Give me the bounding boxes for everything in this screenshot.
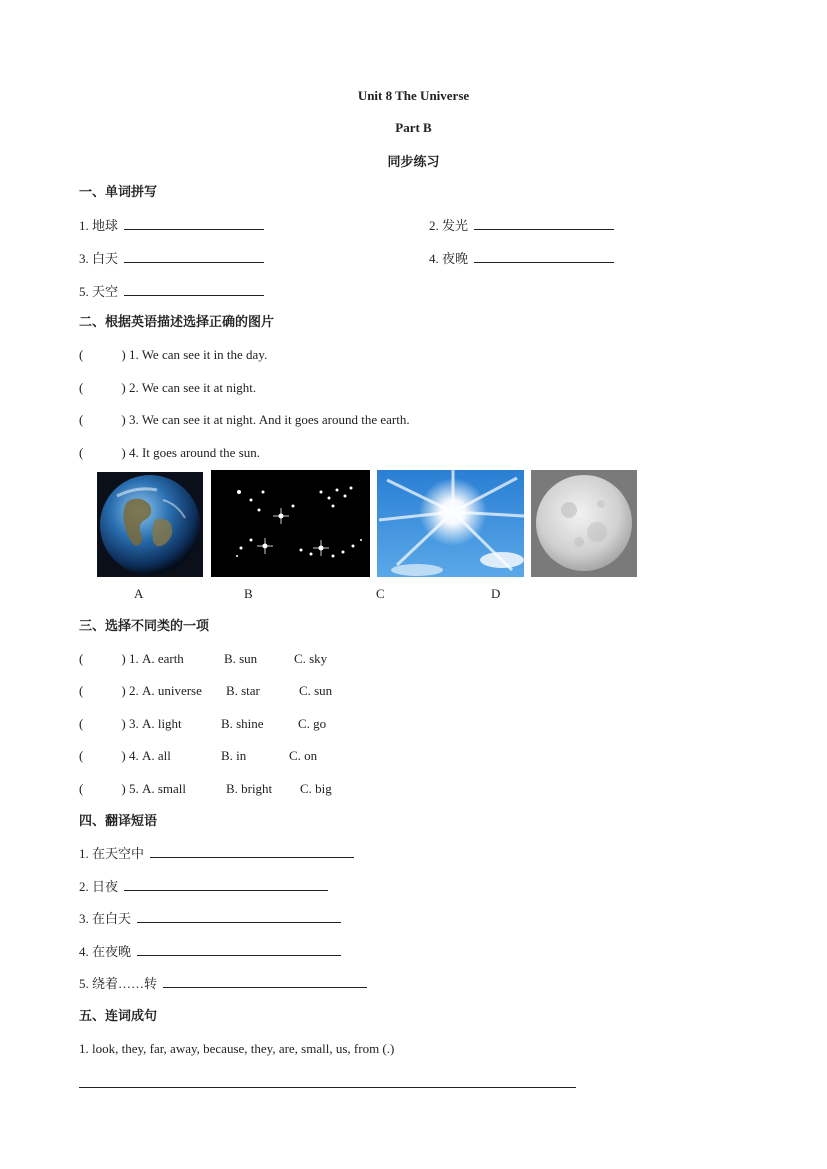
spelling-label: 4. 夜晚	[429, 251, 469, 266]
page-title: Unit 8 The Universe	[357, 88, 470, 103]
option-a: A. light	[141, 716, 182, 731]
item-number: 5.	[128, 781, 139, 796]
picture-letter-d: D	[491, 586, 501, 601]
earth-image	[97, 472, 203, 577]
paren-open: (	[79, 347, 84, 362]
paren-open: (	[79, 716, 84, 731]
page-part: Part B	[395, 120, 432, 135]
item-number: 1.	[128, 651, 139, 666]
translate-item-1	[79, 845, 354, 863]
odd-one-out-item-5	[79, 780, 332, 798]
paren-close: )	[121, 412, 126, 427]
paren-open: (	[79, 651, 84, 666]
translate-item-3	[79, 910, 341, 928]
paren-open: (	[79, 380, 84, 395]
option-a: A. earth	[141, 651, 184, 666]
picture-question-3	[79, 411, 410, 429]
question-text: 1. We can see it in the day.	[128, 347, 268, 362]
picture-question-2	[79, 379, 256, 397]
option-b: B. in	[220, 748, 247, 763]
answer-blank[interactable]	[474, 250, 614, 263]
question-text: 2. We can see it at night.	[128, 380, 257, 395]
spelling-item-1	[79, 217, 264, 235]
option-b: B. shine	[220, 716, 264, 731]
paren-close: )	[121, 380, 126, 395]
odd-one-out-item-1	[79, 650, 327, 668]
picture-letter-a: A	[134, 586, 144, 601]
paren-open: (	[79, 445, 84, 460]
sun-image	[377, 470, 524, 577]
answer-blank[interactable]	[137, 910, 341, 923]
option-b: B. bright	[225, 781, 273, 796]
answer-blank[interactable]	[124, 250, 264, 263]
option-b: B. sun	[223, 651, 258, 666]
phrase-text: 4. 在夜晚	[79, 944, 132, 959]
odd-one-out-item-3	[79, 715, 326, 733]
moon-image	[531, 470, 637, 577]
odd-one-out-item-4	[79, 747, 317, 765]
paren-close: )	[121, 445, 126, 460]
odd-one-out-item-2	[79, 682, 332, 700]
option-c: C. on	[288, 748, 318, 763]
paren-close: )	[121, 748, 126, 763]
option-c: C. go	[297, 716, 327, 731]
section5-heading: 五、连词成句	[79, 1009, 158, 1024]
translate-item-5	[79, 975, 367, 993]
paren-close: )	[121, 781, 126, 796]
item-number: 4.	[128, 748, 139, 763]
spelling-item-5	[79, 283, 264, 301]
item-number: 3.	[128, 716, 139, 731]
paren-open: (	[79, 412, 84, 427]
paren-open: (	[79, 683, 84, 698]
spelling-label: 5. 天空	[79, 284, 119, 299]
translate-item-2	[79, 878, 328, 896]
phrase-text: 2. 日夜	[79, 879, 119, 894]
option-c: C. sky	[293, 651, 328, 666]
paren-close: )	[121, 683, 126, 698]
section2-heading: 二、根据英语描述选择正确的图片	[79, 315, 275, 330]
question-text: 3. We can see it at night. And it goes around the earth.	[128, 412, 410, 427]
phrase-text: 5. 绕着……转	[79, 976, 158, 991]
stars-image	[211, 470, 370, 577]
spelling-item-3	[79, 250, 264, 268]
answer-blank[interactable]	[163, 975, 367, 988]
picture-letter-b: B	[244, 586, 253, 601]
page-subtitle: 同步练习	[387, 155, 440, 170]
section3-heading: 三、选择不同类的一项	[79, 619, 210, 634]
option-a: A. universe	[141, 683, 202, 698]
option-b: B. star	[225, 683, 260, 698]
question-text: 4. It goes around the sun.	[128, 445, 260, 460]
section1-heading: 一、单词拼写	[79, 185, 158, 200]
picture-letter-c: C	[376, 586, 385, 601]
answer-blank[interactable]	[124, 283, 264, 296]
phrase-text: 1. 在天空中	[79, 846, 145, 861]
picture-question-4	[79, 444, 260, 462]
paren-close: )	[121, 347, 126, 362]
paren-open: (	[79, 781, 84, 796]
paren-close: )	[121, 716, 126, 731]
answer-blank[interactable]	[124, 878, 328, 891]
spelling-label: 1. 地球	[79, 218, 119, 233]
sentence-item-1: 1. look, they, far, away, because, they, are, small, us, from (.)	[79, 1041, 395, 1056]
option-c: C. big	[299, 781, 332, 796]
answer-blank[interactable]	[474, 217, 614, 230]
phrase-text: 3. 在白天	[79, 911, 132, 926]
spelling-label: 3. 白天	[79, 251, 119, 266]
spelling-label: 2. 发光	[429, 218, 469, 233]
spelling-item-4	[429, 250, 614, 268]
option-a: A. small	[141, 781, 186, 796]
spelling-item-2	[429, 217, 614, 235]
paren-close: )	[121, 651, 126, 666]
answer-blank[interactable]	[137, 943, 341, 956]
section4-heading: 四、翻译短语	[79, 814, 158, 829]
paren-open: (	[79, 748, 84, 763]
answer-blank[interactable]	[124, 217, 264, 230]
answer-blank[interactable]	[150, 845, 354, 858]
option-c: C. sun	[298, 683, 333, 698]
item-number: 2.	[128, 683, 139, 698]
option-a: A. all	[141, 748, 171, 763]
picture-question-1	[79, 346, 267, 364]
sentence-answer-line[interactable]	[79, 1087, 576, 1088]
translate-item-4	[79, 943, 341, 961]
